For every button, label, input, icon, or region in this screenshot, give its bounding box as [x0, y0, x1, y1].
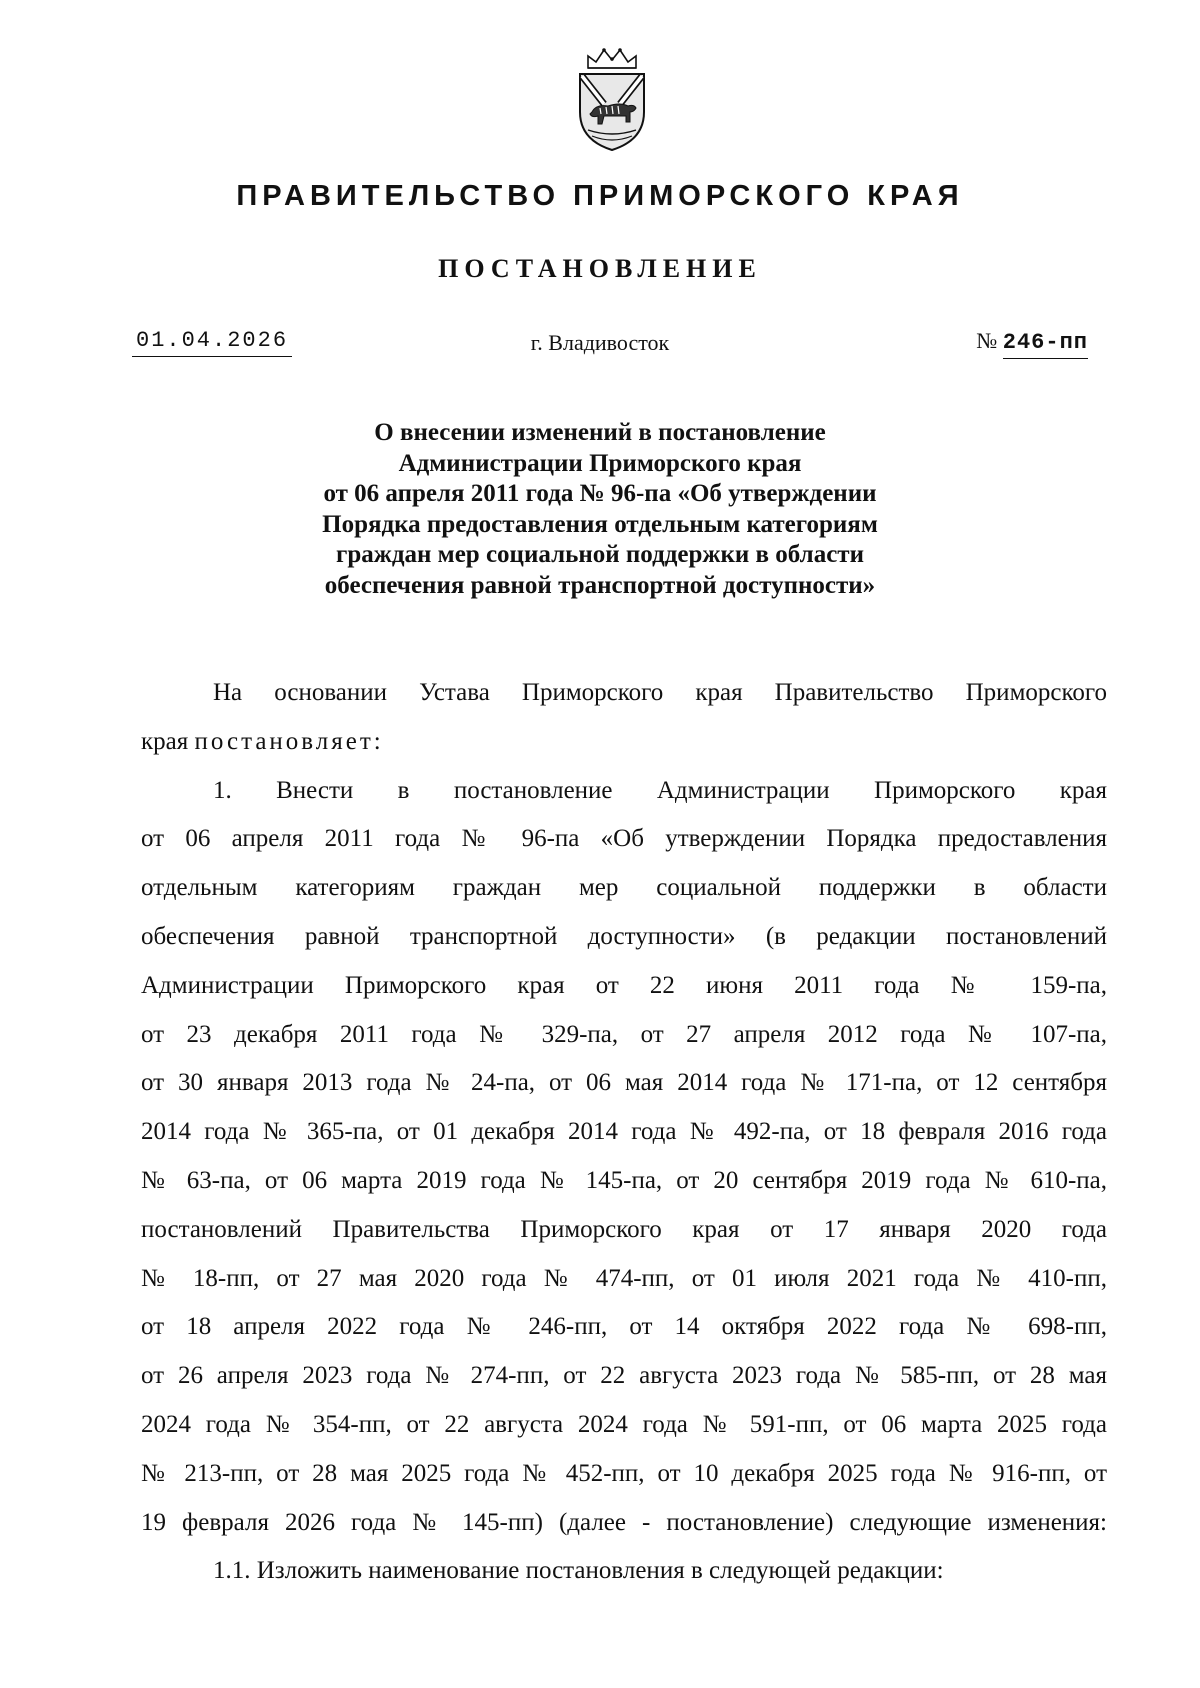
number-sign: № — [976, 328, 998, 353]
body-line: от 30 января 2013 года № 24-па, от 06 мая 2014 года № 171-па, от 12 сентября — [141, 1069, 1107, 1097]
heading-line: Администрации Приморского края — [398, 449, 802, 477]
heading-line: О внесении изменений в постановление — [374, 419, 826, 446]
heading-line: от 06 апреля 2011 года № 96-па «Об утверждении — [323, 480, 877, 507]
body-line: отдельным категориям граждан мер социальной поддержки в области — [141, 874, 1107, 902]
body-line: 2024 года № 354-пп, от 22 августа 2024 года № 591-пп, от 06 марта 2025 года — [141, 1410, 1107, 1438]
document-heading — [0, 418, 1200, 601]
document-city: г. Владивосток — [530, 330, 670, 355]
document-body — [141, 669, 1107, 1596]
emphasized-word: постановляет: — [194, 727, 384, 755]
body-line: от 18 апреля 2022 года № 246-пп, от 14 октября 2022 года № 698-пп, — [141, 1313, 1107, 1341]
body-line: от 23 декабря 2011 года № 329-па, от 27 апреля 2012 года № 107-па, — [141, 1020, 1107, 1048]
number-value: 246-пп — [1003, 330, 1088, 359]
body-line — [141, 718, 1107, 767]
body-line: Администрации Приморского края от 22 июня 2011 года № 159-па, — [141, 971, 1107, 999]
document-number — [976, 328, 1088, 355]
body-line: № 213-пп, от 28 мая 2025 года № 452-пп, от 10 декабря 2025 года № 916-пп, от — [141, 1459, 1107, 1487]
body-line: 19 февраля 2026 года № 145-пп) (далее - постановление) следующие изменения: — [141, 1508, 1107, 1536]
body-line: № 63-па, от 06 марта 2019 года № 145-па, от 20 сентября 2019 года № 610-па, — [141, 1166, 1107, 1194]
document-date: 01.04.2026 — [132, 328, 292, 357]
body-line: № 18-пп, от 27 мая 2020 года № 474-пп, от 01 июля 2021 года № 410-пп, — [141, 1264, 1107, 1292]
body-line: от 26 апреля 2023 года № 274-пп, от 22 августа 2023 года № 585-пп, от 28 мая — [141, 1362, 1107, 1390]
body-line: обеспечения равной транспортной доступности» (в редакции постановлений — [141, 922, 1107, 950]
heading-line: граждан мер социальной поддержки в области — [336, 541, 864, 568]
body-line: постановлений Правительства Приморского края от 17 января 2020 года — [141, 1215, 1107, 1243]
document-type: ПОСТАНОВЛЕНИЕ — [438, 254, 762, 283]
government-title: ПРАВИТЕЛЬСТВО ПРИМОРСКОГО КРАЯ — [236, 180, 964, 212]
coat-of-arms-icon — [574, 46, 650, 154]
body-line: от 06 апреля 2011 года № 96-па «Об утверждении Порядка предоставления — [141, 825, 1107, 853]
body-text-fragment: края — [141, 727, 195, 755]
body-line: 1.1. Изложить наименование постановления в следующей редакции: — [213, 1557, 944, 1585]
body-line: 1. Внести в постановление Администрации Приморского края — [213, 776, 1107, 804]
body-line: 2014 года № 365-па, от 01 декабря 2014 года № 492-па, от 18 февраля 2016 года — [141, 1118, 1107, 1146]
body-line: На основании Устава Приморского края Правительство Приморского — [213, 679, 1107, 706]
heading-line: Порядка предоставления отдельным категориям — [322, 510, 878, 538]
heading-line: обеспечения равной транспортной доступности» — [324, 571, 876, 599]
